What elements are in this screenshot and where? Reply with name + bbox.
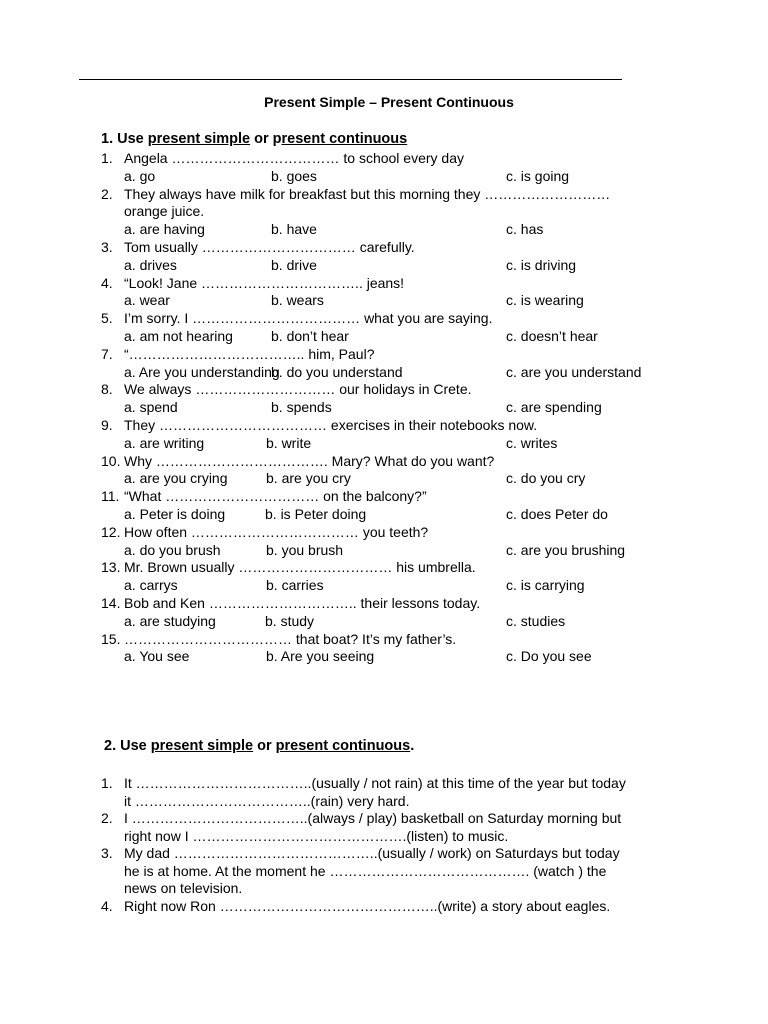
question-text: They always have milk for breakfast but this morning they ………………………: [124, 185, 611, 202]
question-number: 14.: [101, 595, 121, 611]
option-b[interactable]: b. write: [266, 434, 312, 451]
option-b[interactable]: b. spends: [271, 399, 332, 416]
section-2-term-continuous: present continuous: [275, 738, 411, 754]
section-1-pre: Use: [117, 131, 148, 147]
section-2-term-simple: present simple: [150, 738, 254, 754]
question-number: 5.: [101, 310, 113, 327]
section-1-term-simple: present simple: [147, 131, 251, 147]
option-a[interactable]: a. do you brush: [124, 541, 221, 558]
option-b[interactable]: b. study: [265, 612, 315, 629]
question-number: 12.: [101, 523, 121, 540]
option-a[interactable]: a. spend: [124, 399, 178, 416]
option-b[interactable]: b. do you understand: [271, 363, 403, 380]
option-a[interactable]: a. drives: [124, 256, 177, 273]
option-b[interactable]: b. you brush: [266, 541, 344, 558]
question-number: 8.: [101, 381, 113, 398]
option-c[interactable]: c. writes: [506, 434, 558, 451]
exercise-number: 4.: [101, 897, 113, 914]
option-a[interactable]: a. are having: [124, 221, 205, 238]
section-2-mid: or: [253, 738, 276, 754]
question-text: Bob and Ken ………………………….. their lessons today.: [124, 595, 481, 611]
question-text: Mr. Brown usually …………………………… his umbrella.: [124, 559, 476, 576]
exercise-text: Right now Ron ………………………………………..(write) a story about eagles.: [124, 897, 611, 914]
option-a[interactable]: a. Are you understanding: [124, 363, 280, 380]
option-c[interactable]: c. do you cry: [506, 470, 586, 487]
question-number: 2.: [101, 185, 113, 202]
question-number: 9.: [101, 417, 113, 433]
section-2-heading: [104, 738, 414, 754]
question-text: How often ……………………………… you teeth?: [124, 523, 429, 540]
question-number: 15.: [101, 630, 121, 647]
option-c[interactable]: c. are you understand: [506, 363, 642, 380]
option-c[interactable]: c. doesn’t hear: [506, 328, 598, 344]
page-title: Present Simple – Present Continuous: [264, 94, 514, 110]
exercise-text: I ………………………………..(always / play) basketball on Saturday morning but: [124, 810, 622, 826]
option-c[interactable]: c. Do you see: [506, 648, 592, 665]
option-c[interactable]: c. is wearing: [506, 292, 584, 309]
exercise-number: 2.: [101, 810, 113, 826]
question-number: 1.: [101, 150, 113, 166]
question-number: 4.: [101, 274, 113, 291]
question-text: They ……………………………… exercises in their notebooks now.: [124, 417, 538, 433]
question-number: 7.: [101, 345, 113, 362]
exercise-text: My dad ……………………………………..(usually / work) on Saturdays but today: [124, 845, 620, 861]
option-a[interactable]: a. go: [124, 167, 156, 184]
option-b[interactable]: b. wears: [271, 292, 324, 309]
option-b[interactable]: b. is Peter doing: [265, 506, 367, 522]
option-b[interactable]: b. drive: [271, 256, 317, 273]
question-number: 11.: [101, 488, 120, 505]
section-1-number: 1.: [101, 131, 114, 147]
option-a[interactable]: a. are studying: [124, 612, 216, 629]
option-b[interactable]: b. have: [271, 221, 317, 238]
question-text: orange juice.: [124, 203, 205, 220]
option-b[interactable]: b. are you cry: [266, 470, 351, 487]
question-text: I’m sorry. I ……………………………… what you are saying.: [124, 310, 493, 327]
exercise-text: right now I ……………………………………….(listen) to music.: [124, 827, 509, 844]
section-2-number: 2.: [104, 738, 117, 754]
top-rule: [79, 79, 622, 80]
option-a[interactable]: a. am not hearing: [124, 328, 233, 344]
option-c[interactable]: c. does Peter do: [506, 506, 608, 522]
question-text: “What …………………………… on the balcony?”: [124, 488, 427, 505]
question-text: Why ………………………………. Mary? What do you want?: [124, 452, 495, 469]
option-c[interactable]: c. studies: [506, 612, 566, 629]
exercise-number: 1.: [101, 775, 113, 791]
question-number: 10.: [101, 452, 121, 469]
option-a[interactable]: a. carrys: [124, 577, 178, 594]
option-a[interactable]: a. wear: [124, 292, 170, 309]
question-text: Tom usually …………………………… carefully.: [124, 239, 415, 255]
option-b[interactable]: b. don’t hear: [271, 328, 349, 344]
question-text: “……………………………….. him, Paul?: [124, 345, 375, 362]
option-c[interactable]: c. has: [506, 221, 544, 238]
exercise-text: it ………………………………..(rain) very hard.: [124, 792, 410, 809]
option-c[interactable]: c. is driving: [506, 256, 577, 273]
question-text: We always ………………………… our holidays in Crete.: [124, 381, 472, 398]
option-a[interactable]: a. are writing: [124, 434, 205, 451]
question-text: ……………………………… that boat? It’s my father’s.: [124, 630, 457, 647]
option-c[interactable]: c. are you brushing: [506, 541, 626, 558]
exercise-text: news on television.: [124, 880, 243, 896]
option-b[interactable]: b. carries: [266, 577, 324, 594]
section-1-term-continuous: resent continuous: [281, 131, 408, 147]
option-c[interactable]: c. is carrying: [506, 577, 585, 594]
question-number: 13.: [101, 559, 121, 576]
option-a[interactable]: a. Peter is doing: [124, 506, 226, 522]
option-c[interactable]: c. are spending: [506, 399, 602, 416]
question-text: Angela ……………………………… to school every day: [124, 150, 464, 166]
section-2-post: .: [410, 738, 415, 754]
option-c[interactable]: c. is going: [506, 167, 570, 184]
option-a[interactable]: a. are you crying: [124, 470, 228, 487]
question-text: “Look! Jane …………………………….. jeans!: [124, 274, 405, 291]
option-a[interactable]: a. You see: [124, 648, 190, 665]
question-number: 3.: [101, 239, 113, 255]
option-b[interactable]: b. goes: [271, 167, 317, 184]
section-2-pre: Use: [120, 738, 151, 754]
exercise-text: he is at home. At the moment he ……………………………………. (watch ) the: [124, 862, 607, 879]
exercise-text: It ………………………………..(usually / not rain) at this time of the year but today: [124, 775, 626, 791]
exercise-number: 3.: [101, 845, 113, 861]
section-1-heading: [101, 131, 407, 147]
section-1-mid: or p: [250, 131, 282, 147]
option-b[interactable]: b. Are you seeing: [266, 648, 375, 665]
